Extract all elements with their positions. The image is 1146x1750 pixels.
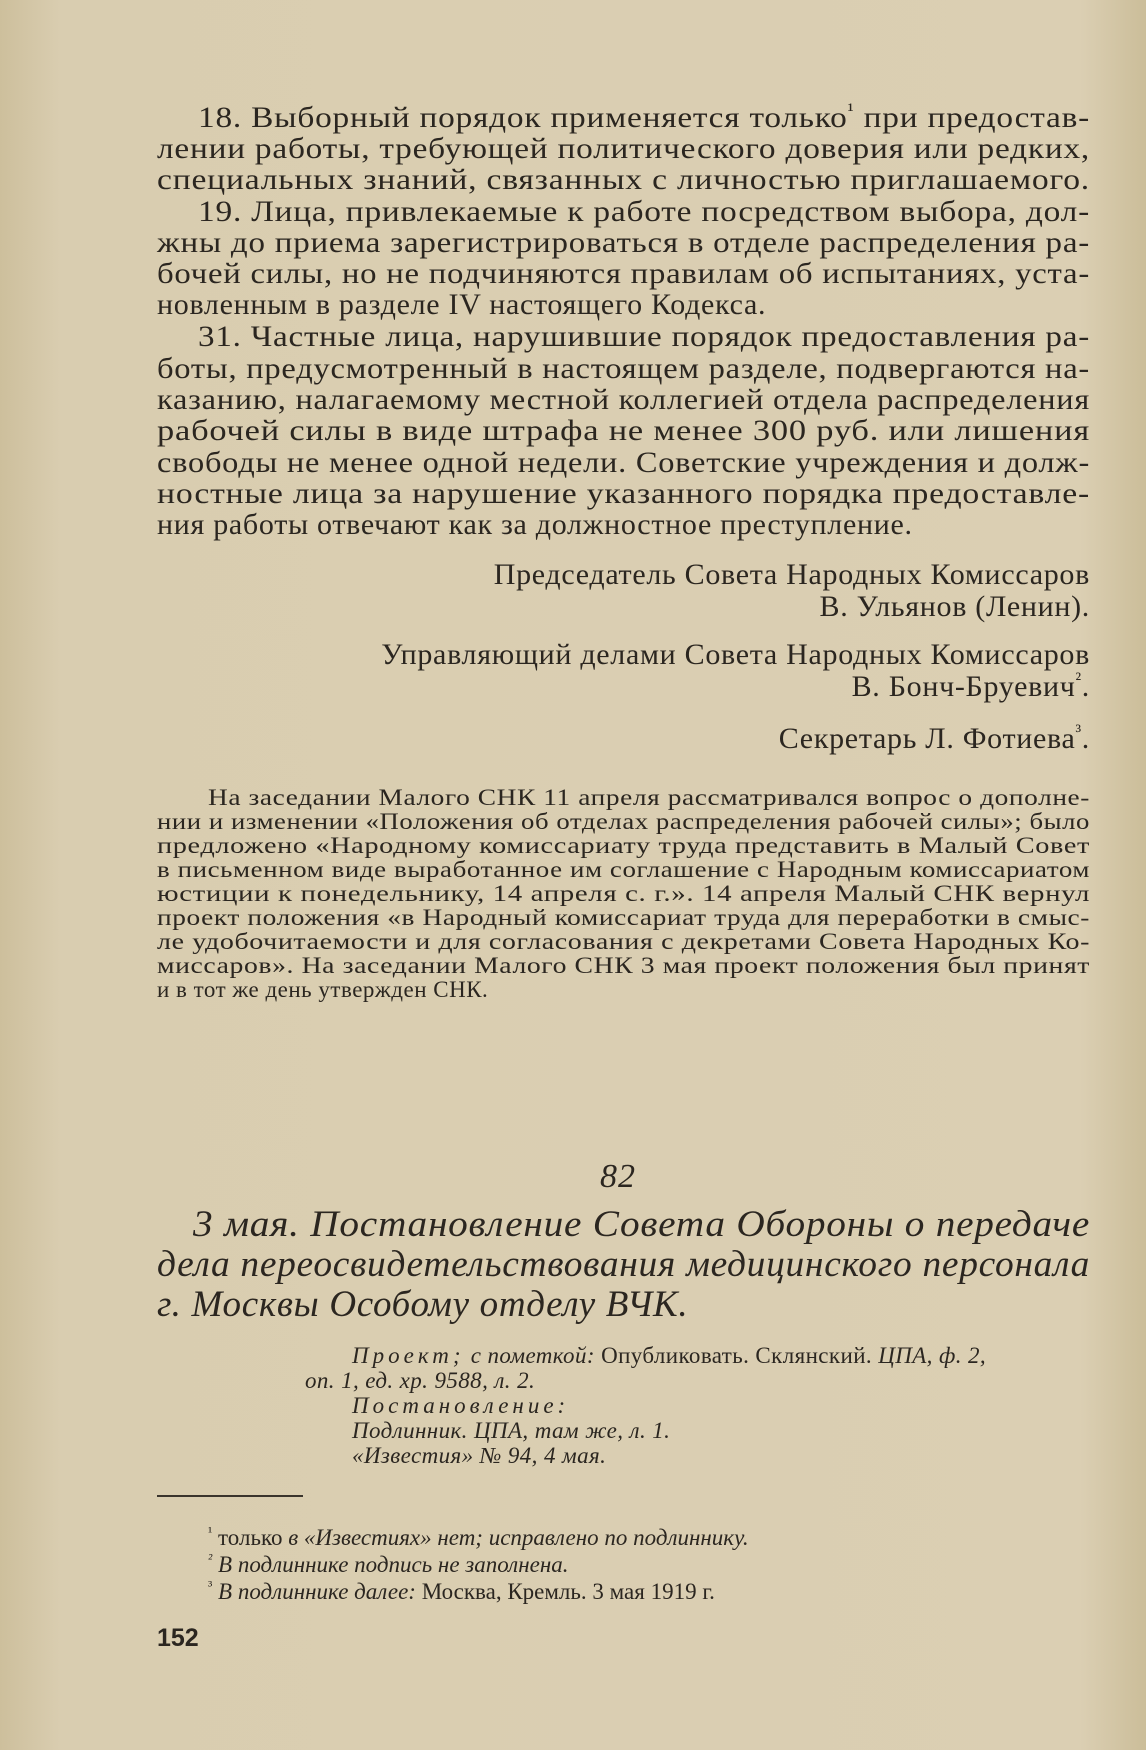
footnote-1-text: в «Известиях» нет; исправлено по подлиннику. (282, 1525, 749, 1550)
footnote-3-mark: ³ (208, 1578, 213, 1595)
footnote-1-word: только (212, 1525, 283, 1550)
p31-line-7: ния работы отвечают как за должностное преступление. (157, 508, 913, 541)
chairman-title: Председатель Совета Народных Комиссаров (493, 558, 1090, 591)
p19-line-2: жны до приема зарегистрироваться в отделе распределения ра- (157, 226, 1090, 259)
p18-line-1-tail: при предостав- (854, 101, 1090, 134)
footnote-3 (208, 1579, 715, 1605)
manager-name-line (852, 670, 1090, 704)
footnote-1-mark: ¹ (208, 1524, 213, 1541)
source-draft-label: Проект; (352, 1343, 465, 1368)
p19-line-3: бочей силы, но не подчиняются правилам об испытаниях, уста- (157, 257, 1090, 290)
footnote-3-label: В подлиннике далее: (212, 1579, 416, 1604)
p31-line-1: 31. Частные лица, нарушившие порядок предоставления ра- (198, 320, 1090, 353)
footnote-ref-1: ¹ (847, 100, 855, 121)
source-line-5: «Известия» № 94, 4 мая. (352, 1443, 607, 1468)
note-line-8: миссаров». На заседании Малого СНК 3 мая проект положения был принят (157, 953, 1090, 978)
p31-line-3: казанию, налагаемому местной коллегией отдела распределения (157, 383, 1090, 416)
doc-heading-line-3: г. Москвы Особому отделу ВЧК. (157, 1284, 689, 1325)
note-line-9: и в тот же день утвержден СНК. (157, 977, 489, 1002)
note-line-4: в письменном виде выработанное им соглашение с Народным комиссариатом (157, 857, 1090, 882)
footnote-2 (208, 1552, 569, 1578)
p31-line-6: ностные лица за нарушение указанного порядка предоставле- (157, 477, 1090, 510)
p19-line-4: новленным в разделе IV настоящего Кодекса. (157, 288, 767, 321)
note-line-6: проект положения «в Народный комиссариат труда для переработки в смыс- (157, 905, 1090, 930)
p31-line-2: боты, предусмотренный в настоящем разделе, подвергаются на- (157, 352, 1090, 385)
p18-line-2: лении работы, требующей политического доверия или редких, (157, 132, 1090, 165)
chairman-name: В. Ульянов (Ленин). (819, 590, 1090, 623)
footnote-ref-2: ² (1075, 669, 1082, 690)
p31-line-5: свободы не менее одной недели. Советские учреждения и долж- (157, 446, 1090, 479)
source-draft-mark: с пометкой: (464, 1343, 602, 1368)
p19-line-1: 19. Лица, привлекаемые к работе посредством выбора, дол- (198, 195, 1090, 228)
doc-heading-line-1: 3 мая. Постановление Совета Обороны о передаче (193, 1204, 1090, 1245)
document-number: 82 (600, 1158, 636, 1195)
source-line-4: Подлинник. ЦПА, там же, л. 1. (352, 1418, 671, 1443)
p18-line-1 (198, 101, 1090, 135)
source-line-3: Постановление: (352, 1393, 570, 1418)
doc-heading-line-2: дела переосвидетельствования медицинского персонала (157, 1244, 1090, 1285)
note-line-5: юстиции к понедельнику, 14 апреля с. г.». 14 апреля Малый СНК вернул (157, 881, 1090, 906)
footnote-1 (208, 1525, 749, 1551)
source-line-2: оп. 1, ед. хр. 9588, л. 2. (305, 1368, 536, 1393)
note-line-1: На заседании Малого СНК 11 апреля рассматривался вопрос о дополне- (208, 785, 1090, 810)
page-number: 152 (157, 1624, 199, 1652)
footnote-2-mark: ² (208, 1551, 213, 1568)
secretary-name: Секретарь Л. Фотиева (778, 722, 1076, 755)
p31-line-4: рабочей силы в виде штрафа не менее 300 руб. или лишения (157, 414, 1090, 447)
source-draft-ref: ЦПА, ф. 2, (872, 1343, 987, 1368)
source-draft-text: Опубликовать. Склянский. (601, 1343, 873, 1368)
footnote-2-text: В подлиннике подпись не заполнена. (212, 1552, 569, 1577)
footnote-3-text: Москва, Кремль. 3 мая 1919 г. (415, 1579, 715, 1604)
secretary-end: . (1081, 722, 1090, 755)
note-line-3: предложено «Народному комиссариату труда представить в Малый Совет (157, 833, 1090, 858)
source-line-1 (352, 1343, 986, 1369)
p18-line-1-text: 18. Выборный порядок применяется только (198, 101, 848, 134)
footnote-rule (157, 1495, 303, 1497)
note-line-2: нии и изменении «Положения об отделах распределения рабочей силы»; было (157, 809, 1090, 834)
manager-name: В. Бонч-Бруевич (851, 670, 1076, 703)
secretary-line (779, 722, 1090, 756)
manager-title: Управляющий делами Совета Народных Комиссаров (381, 638, 1090, 671)
note-line-7: ле удобочитаемости и для согласования с декретами Совета Народных Ко- (157, 929, 1090, 954)
footnote-ref-3: ³ (1075, 721, 1082, 742)
manager-name-end: . (1081, 670, 1090, 703)
p18-line-3: специальных знаний, связанных с личностью приглашаемого. (157, 163, 1090, 196)
